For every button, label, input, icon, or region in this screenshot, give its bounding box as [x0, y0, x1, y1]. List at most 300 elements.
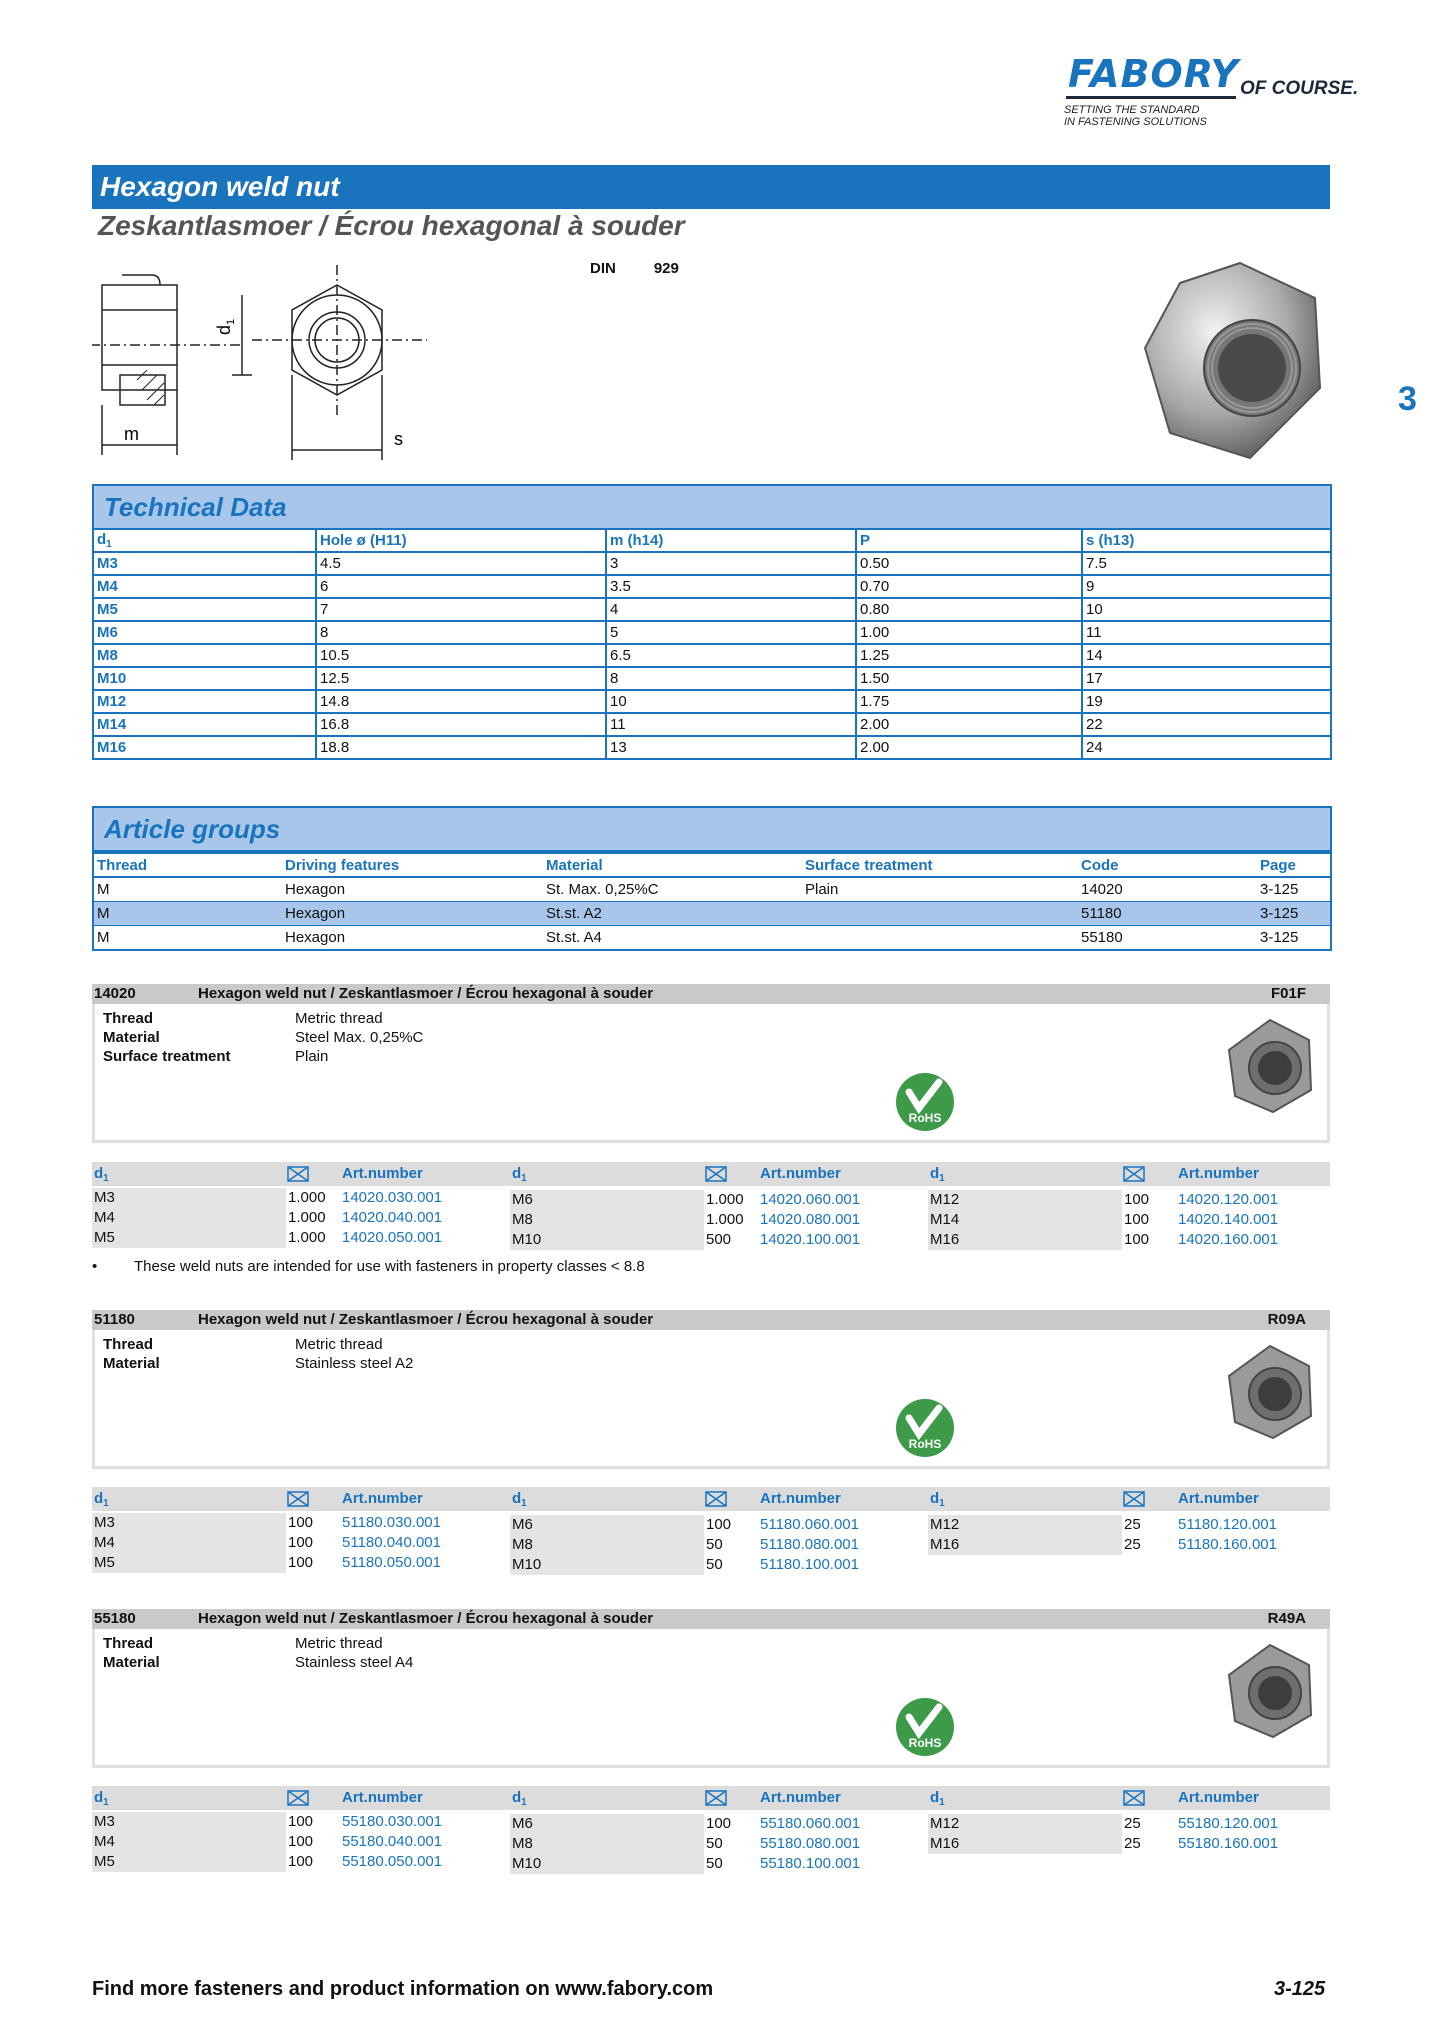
- order-sizes: [510, 1190, 704, 1250]
- col-header-d1: [930, 1165, 945, 1184]
- art-number-link[interactable]: 55180.080.001: [760, 1835, 861, 1852]
- art-number-link[interactable]: 51180.040.001: [342, 1534, 441, 1551]
- table-row: [93, 736, 1331, 759]
- table-cell: 9: [1082, 575, 1331, 598]
- package-quantity-icon: [1123, 1491, 1145, 1507]
- thread-size-cell: M8: [93, 644, 316, 667]
- art-number-link[interactable]: 51180.050.001: [342, 1554, 441, 1571]
- art-number-link[interactable]: 51180.060.001: [760, 1516, 859, 1533]
- quantity-value: 100: [288, 1514, 314, 1531]
- property-label: Thread: [103, 1010, 154, 1027]
- size-value: M16: [930, 1835, 960, 1852]
- table-cell: 3: [606, 552, 856, 575]
- col-header-art-number: Art.number: [342, 1789, 423, 1806]
- col-header: Driving features: [282, 853, 543, 877]
- property-value: Plain: [295, 1048, 329, 1065]
- property-row: [103, 1335, 413, 1354]
- table-cell: 3.5: [606, 575, 856, 598]
- size-value: M14: [930, 1211, 960, 1228]
- table-cell: 1.00: [856, 621, 1082, 644]
- product-code: 51180: [94, 1311, 135, 1328]
- product-body: [92, 1629, 1330, 1768]
- order-quantities: [1124, 1515, 1141, 1555]
- table-cell: 13: [606, 736, 856, 759]
- table-cell: 51180: [1078, 902, 1257, 926]
- product-ref-code: F01F: [1270, 985, 1306, 1002]
- quantity-value: 100: [288, 1554, 314, 1571]
- quantity-value: 25: [1124, 1835, 1141, 1852]
- property-row: [103, 1354, 413, 1373]
- order-art-numbers: [1178, 1190, 1278, 1250]
- standard-number: 929: [653, 260, 679, 277]
- size-value: M16: [930, 1231, 960, 1248]
- property-row: [103, 1009, 423, 1028]
- size-value: M10: [512, 1556, 542, 1573]
- label-d1: [214, 319, 237, 335]
- order-table-header: [92, 1487, 1330, 1511]
- package-quantity-icon: [287, 1166, 309, 1182]
- table-cell: 6: [316, 575, 606, 598]
- property-value: Stainless steel A4: [295, 1654, 414, 1671]
- technical-data-heading: [92, 484, 1332, 530]
- standard-label: [590, 260, 717, 277]
- art-number-link[interactable]: 55180.160.001: [1178, 1835, 1279, 1852]
- quantity-value: 500: [706, 1231, 732, 1248]
- size-value: M5: [94, 1229, 115, 1246]
- col-header: Material: [543, 853, 802, 877]
- table-cell: Hexagon: [282, 926, 543, 951]
- order-quantities: [288, 1188, 326, 1248]
- col-header: m (h14): [606, 529, 856, 552]
- table-cell: [802, 902, 1078, 926]
- quantity-value: 100: [1124, 1231, 1150, 1248]
- table-cell: 22: [1082, 713, 1331, 736]
- slogan-line-2: IN FASTENING SOLUTIONS: [1064, 116, 1207, 128]
- col-header: P: [856, 529, 1082, 552]
- product-ref-code: R09A: [1267, 1311, 1306, 1328]
- product-block-51180: [92, 1310, 1330, 1469]
- art-number-link[interactable]: 14020.080.001: [760, 1211, 861, 1228]
- d1-main: d: [94, 1490, 104, 1507]
- art-number-link[interactable]: 51180.030.001: [342, 1514, 441, 1531]
- order-art-numbers: [1178, 1515, 1277, 1555]
- d1-main: d: [512, 1165, 522, 1182]
- art-number-link[interactable]: 14020.120.001: [1178, 1191, 1279, 1208]
- size-value: M3: [94, 1514, 115, 1531]
- product-properties: [103, 1009, 423, 1066]
- table-cell: Plain: [802, 877, 1078, 902]
- col-header: Code: [1078, 853, 1257, 877]
- d1-subscript: 1: [103, 1797, 109, 1808]
- product-body: [92, 1330, 1330, 1469]
- label-d1-main: d: [214, 324, 234, 335]
- d1-main: d: [930, 1165, 940, 1182]
- quantity-value: 50: [706, 1556, 723, 1573]
- size-value: M3: [94, 1189, 115, 1206]
- table-row: [93, 575, 1331, 598]
- table-cell: 3-125: [1257, 926, 1331, 951]
- col-header: s (h13): [1082, 529, 1331, 552]
- table-cell: M: [93, 902, 282, 926]
- quantity-value: 1.000: [288, 1229, 326, 1246]
- order-art-numbers: [342, 1188, 442, 1248]
- order-art-numbers: [760, 1814, 860, 1874]
- quantity-value: 25: [1124, 1815, 1141, 1832]
- size-value: M4: [94, 1209, 115, 1226]
- label-s: s: [394, 429, 403, 449]
- property-row: [103, 1634, 413, 1653]
- size-value: M5: [94, 1554, 115, 1571]
- col-header-d1: [94, 1789, 109, 1808]
- art-number-link[interactable]: 14020.040.001: [342, 1209, 443, 1226]
- table-cell: 5: [606, 621, 856, 644]
- order-quantities: [288, 1513, 313, 1573]
- table-cell: 0.50: [856, 552, 1082, 575]
- product-header: [92, 984, 1330, 1004]
- product-thumbnail: [1225, 1342, 1315, 1442]
- col-header-art-number: Art.number: [342, 1490, 423, 1507]
- table-row: [93, 690, 1331, 713]
- quantity-value: 100: [1124, 1191, 1150, 1208]
- d1-subscript: 1: [521, 1173, 527, 1184]
- table-cell: 11: [1082, 621, 1331, 644]
- quantity-value: 100: [706, 1815, 732, 1832]
- table-cell: St. Max. 0,25%C: [543, 877, 802, 902]
- table-header-row: [93, 853, 1331, 877]
- table-cell: 55180: [1078, 926, 1257, 951]
- art-number-link[interactable]: 55180.120.001: [1178, 1815, 1279, 1832]
- art-number-link[interactable]: 14020.030.001: [342, 1189, 443, 1206]
- size-value: M3: [94, 1813, 115, 1830]
- table-row: [93, 644, 1331, 667]
- order-art-numbers: [342, 1812, 442, 1872]
- package-quantity-icon: [705, 1790, 727, 1806]
- table-cell: St.st. A2: [543, 902, 802, 926]
- table-cell: 14020: [1078, 877, 1257, 902]
- order-table-header: [92, 1162, 1330, 1186]
- thread-size-cell: M16: [93, 736, 316, 759]
- order-quantities: [288, 1812, 313, 1872]
- col-header: Thread: [93, 853, 282, 877]
- quantity-value: 1.000: [288, 1209, 326, 1226]
- order-quantities: [1124, 1814, 1141, 1854]
- table-cell: 17: [1082, 667, 1331, 690]
- art-number-link[interactable]: 55180.050.001: [342, 1853, 443, 1870]
- col-header-art-number: Art.number: [342, 1165, 423, 1182]
- art-number-link[interactable]: 55180.040.001: [342, 1833, 443, 1850]
- d1-subscript: 1: [103, 1498, 109, 1509]
- property-label: Surface treatment: [103, 1048, 231, 1065]
- standard-type: DIN: [590, 260, 616, 277]
- rohs-label: RoHS: [908, 1736, 942, 1750]
- product-properties: [103, 1634, 413, 1672]
- table-cell: 3-125: [1257, 877, 1331, 902]
- order-quantities: [1124, 1190, 1149, 1250]
- product-properties: [103, 1335, 413, 1373]
- table-cell: 10.5: [316, 644, 606, 667]
- size-value: M8: [512, 1536, 533, 1553]
- col-header: Page: [1257, 853, 1331, 877]
- size-value: M4: [94, 1534, 115, 1551]
- table-cell: 8: [316, 621, 606, 644]
- property-label: Thread: [103, 1635, 154, 1652]
- col-header-art-number: Art.number: [760, 1490, 841, 1507]
- table-cell: 24: [1082, 736, 1331, 759]
- slogan-line-1: SETTING THE STANDARD: [1064, 104, 1200, 116]
- table-cell: 3-125: [1257, 902, 1331, 926]
- table-row: [93, 552, 1331, 575]
- article-groups-title: Article groups: [104, 814, 281, 844]
- label-m: m: [124, 424, 139, 444]
- order-quantities: [706, 1515, 731, 1575]
- product-thumbnail: [1225, 1641, 1315, 1741]
- logo-slogan: [1064, 104, 1207, 128]
- property-label: Material: [103, 1654, 160, 1671]
- size-value: M12: [930, 1815, 960, 1832]
- art-number-link[interactable]: 55180.100.001: [760, 1855, 861, 1872]
- rohs-label: RoHS: [908, 1111, 942, 1125]
- table-cell: 14: [1082, 644, 1331, 667]
- thread-size-cell: M12: [93, 690, 316, 713]
- d1-main: d: [94, 1165, 104, 1182]
- table-cell: M: [93, 877, 282, 902]
- order-art-numbers: [342, 1513, 441, 1573]
- property-value: Metric thread: [295, 1635, 383, 1652]
- d1-subscript: 1: [939, 1173, 945, 1184]
- article-groups-heading: [92, 806, 1332, 852]
- quantity-value: 50: [706, 1855, 723, 1872]
- package-quantity-icon: [287, 1790, 309, 1806]
- usage-note: [92, 1258, 645, 1275]
- d1-main: d: [930, 1789, 940, 1806]
- package-quantity-icon: [1123, 1790, 1145, 1806]
- table-row: [93, 877, 1331, 902]
- table-cell: 11: [606, 713, 856, 736]
- product-photo: [1140, 258, 1330, 463]
- quantity-value: 100: [1124, 1211, 1150, 1228]
- table-cell: 19: [1082, 690, 1331, 713]
- logo-underline: [1066, 96, 1236, 99]
- table-row: [93, 598, 1331, 621]
- art-number-link[interactable]: 51180.120.001: [1178, 1516, 1277, 1533]
- table-row: [93, 667, 1331, 690]
- table-cell: 0.80: [856, 598, 1082, 621]
- quantity-value: 1.000: [706, 1191, 744, 1208]
- property-label: Thread: [103, 1336, 154, 1353]
- quantity-value: 25: [1124, 1516, 1141, 1533]
- art-number-link[interactable]: 55180.060.001: [760, 1815, 861, 1832]
- product-code: 55180: [94, 1610, 136, 1627]
- product-header: [92, 1609, 1330, 1629]
- table-cell: 2.00: [856, 736, 1082, 759]
- art-number-link[interactable]: 51180.100.001: [760, 1556, 859, 1573]
- art-number-link[interactable]: 14020.100.001: [760, 1231, 861, 1248]
- table-cell: 10: [1082, 598, 1331, 621]
- title-bar: [92, 165, 1330, 209]
- order-sizes: [928, 1515, 1122, 1555]
- thread-size-cell: M6: [93, 621, 316, 644]
- d1-main: d: [930, 1490, 940, 1507]
- rohs-badge-icon: [895, 1072, 955, 1132]
- order-art-numbers: [760, 1515, 859, 1575]
- art-number-link[interactable]: 14020.160.001: [1178, 1231, 1279, 1248]
- article-groups-table: [92, 852, 1332, 951]
- technical-drawing: [92, 265, 472, 465]
- col-header: Surface treatment: [802, 853, 1078, 877]
- table-cell: 14.8: [316, 690, 606, 713]
- rohs-badge-icon: [895, 1398, 955, 1458]
- d1-subscript: 1: [939, 1498, 945, 1509]
- col-header-art-number: Art.number: [1178, 1165, 1259, 1182]
- art-number-link[interactable]: 14020.140.001: [1178, 1211, 1279, 1228]
- d1-main: d: [512, 1789, 522, 1806]
- art-number-link[interactable]: 14020.060.001: [760, 1191, 861, 1208]
- table-cell: 7.5: [1082, 552, 1331, 575]
- rohs-label: RoHS: [908, 1437, 942, 1451]
- page-title: Hexagon weld nut: [100, 171, 340, 202]
- table-cell: 2.00: [856, 713, 1082, 736]
- col-header-d1: [930, 1789, 945, 1808]
- size-value: M16: [930, 1536, 960, 1553]
- quantity-value: 50: [706, 1835, 723, 1852]
- table-row: [93, 621, 1331, 644]
- size-value: M5: [94, 1853, 115, 1870]
- d1-main: d: [94, 1789, 104, 1806]
- technical-data-title: Technical Data: [104, 492, 287, 522]
- table-cell: 0.70: [856, 575, 1082, 598]
- table-cell: Hexagon: [282, 877, 543, 902]
- size-value: M4: [94, 1833, 115, 1850]
- table-cell: [802, 926, 1078, 951]
- logo-brand: FABORY: [1068, 52, 1240, 96]
- product-title: Hexagon weld nut / Zeskantlasmoer / Écrou hexagonal à souder: [198, 1311, 654, 1328]
- quantity-value: 1.000: [288, 1189, 326, 1206]
- order-sizes: [92, 1188, 286, 1248]
- order-sizes: [92, 1513, 286, 1573]
- size-value: M10: [512, 1231, 542, 1248]
- package-quantity-icon: [287, 1491, 309, 1507]
- logo-tagline: OF COURSE.: [1240, 78, 1359, 99]
- col-header-d1: [512, 1165, 527, 1184]
- size-value: M12: [930, 1516, 960, 1533]
- d1-subscript: 1: [521, 1498, 527, 1509]
- col-header-art-number: Art.number: [1178, 1789, 1259, 1806]
- chapter-tab: 3: [1398, 380, 1417, 418]
- product-body: [92, 1004, 1330, 1143]
- quantity-value: 100: [288, 1853, 314, 1870]
- package-quantity-icon: [1123, 1166, 1145, 1182]
- property-row: [103, 1047, 423, 1066]
- table-cell: 1.50: [856, 667, 1082, 690]
- table-row: [93, 713, 1331, 736]
- d1-subscript: 1: [103, 1173, 109, 1184]
- order-art-numbers: [760, 1190, 860, 1250]
- size-value: M8: [512, 1211, 533, 1228]
- art-number-link[interactable]: 55180.030.001: [342, 1813, 443, 1830]
- package-quantity-icon: [705, 1491, 727, 1507]
- order-sizes: [510, 1515, 704, 1575]
- table-cell: 10: [606, 690, 856, 713]
- order-sizes: [928, 1190, 1122, 1250]
- order-table-header: [92, 1786, 1330, 1810]
- technical-data-table: [92, 528, 1332, 760]
- product-block-55180: [92, 1609, 1330, 1768]
- art-number-link[interactable]: 51180.160.001: [1178, 1536, 1277, 1553]
- table-row: [93, 926, 1331, 951]
- property-label: Material: [103, 1029, 160, 1046]
- col-header-d1: [930, 1490, 945, 1509]
- quantity-value: 100: [288, 1534, 314, 1551]
- page-number: 3-125: [1274, 1978, 1326, 2000]
- d1-subscript: 1: [939, 1797, 945, 1808]
- size-value: M10: [512, 1855, 542, 1872]
- col-header-d1: [94, 1490, 109, 1509]
- d1-main: d: [512, 1490, 522, 1507]
- thread-size-cell: M4: [93, 575, 316, 598]
- product-block-14020: [92, 984, 1330, 1143]
- table-cell: 1.75: [856, 690, 1082, 713]
- property-value: Steel Max. 0,25%C: [295, 1029, 424, 1046]
- product-title: Hexagon weld nut / Zeskantlasmoer / Écrou hexagonal à souder: [198, 1610, 654, 1627]
- order-quantities: [706, 1814, 731, 1874]
- product-thumbnail: [1225, 1016, 1315, 1116]
- order-sizes: [928, 1814, 1122, 1854]
- size-value: M6: [512, 1815, 533, 1832]
- table-cell: 16.8: [316, 713, 606, 736]
- property-row: [103, 1653, 413, 1672]
- order-sizes: [92, 1812, 286, 1872]
- note-bullet: •: [92, 1258, 98, 1275]
- d1-subscript: 1: [521, 1797, 527, 1808]
- footer-text: Find more fasteners and product information on www.fabory.com: [92, 1978, 714, 2000]
- quantity-value: 100: [288, 1813, 314, 1830]
- table-cell: 4.5: [316, 552, 606, 575]
- size-value: M12: [930, 1191, 960, 1208]
- size-value: M6: [512, 1191, 533, 1208]
- table-header-row: [93, 529, 1331, 552]
- col-header-art-number: Art.number: [760, 1165, 841, 1182]
- col-header: Hole ø (H11): [316, 529, 606, 552]
- quantity-value: 50: [706, 1536, 723, 1553]
- property-label: Material: [103, 1355, 160, 1372]
- package-quantity-icon: [705, 1166, 727, 1182]
- table-cell: 18.8: [316, 736, 606, 759]
- d1-subscript: 1: [106, 539, 112, 550]
- product-code: 14020: [94, 985, 136, 1002]
- rohs-badge-icon: [895, 1697, 955, 1757]
- art-number-link[interactable]: 14020.050.001: [342, 1229, 443, 1246]
- property-value: Stainless steel A2: [295, 1355, 414, 1372]
- thread-size-cell: M3: [93, 552, 316, 575]
- fabory-logo: [1060, 52, 1360, 132]
- col-header-art-number: Art.number: [760, 1789, 841, 1806]
- size-value: M8: [512, 1835, 533, 1852]
- label-d1-sub: 1: [225, 318, 237, 325]
- property-row: [103, 1028, 423, 1047]
- quantity-value: 100: [288, 1833, 314, 1850]
- art-number-link[interactable]: 51180.080.001: [760, 1536, 859, 1553]
- col-header-d1: [512, 1789, 527, 1808]
- col-header-d1: [512, 1490, 527, 1509]
- table-cell: 8: [606, 667, 856, 690]
- table-cell: 6.5: [606, 644, 856, 667]
- table-cell: 12.5: [316, 667, 606, 690]
- quantity-value: 100: [706, 1516, 732, 1533]
- col-header-d1: $d_1$: [93, 529, 316, 552]
- property-value: Metric thread: [295, 1010, 383, 1027]
- page-subtitle: Zeskantlasmoer / Écrou hexagonal à souder: [98, 210, 685, 241]
- order-quantities: [706, 1190, 744, 1250]
